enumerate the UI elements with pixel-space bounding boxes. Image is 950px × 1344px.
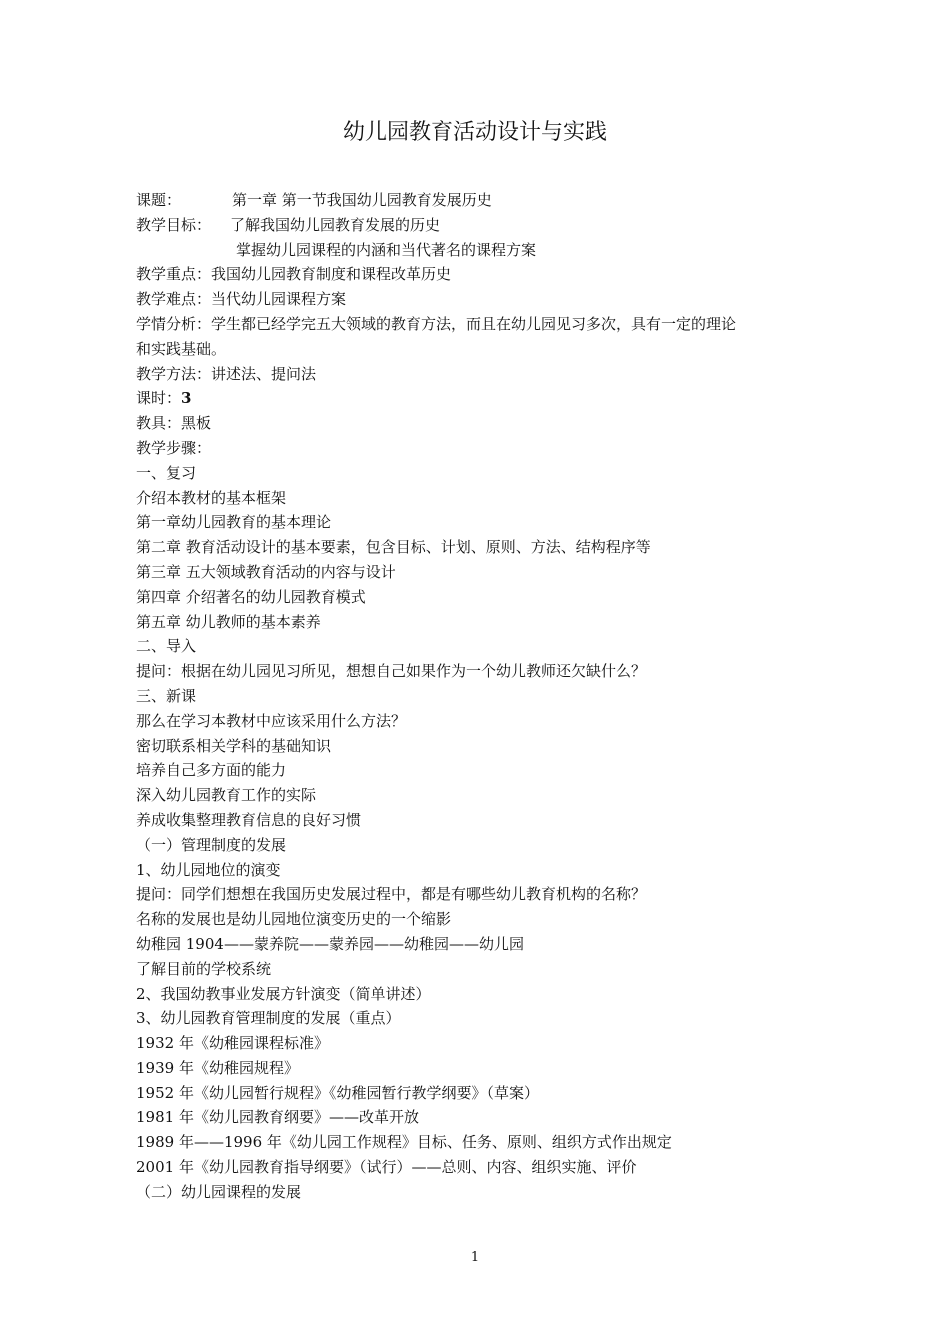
body-line: 2001 年《幼儿园教育指导纲要》（试行）——总则、内容、组织实施、评价 — [136, 1158, 637, 1177]
body-line: 三、新课 — [136, 686, 197, 705]
body-line: （一）管理制度的发展 — [136, 835, 287, 854]
hours-value: 3 — [181, 389, 192, 408]
body-line: 幼稚园 1904——蒙养院——蒙养园——幼稚园——幼儿园 — [136, 934, 524, 953]
difficulty-line: 教学难点：当代幼儿园课程方案 — [136, 290, 347, 309]
body-line: 名称的发展也是幼儿园地位演变历史的一个缩影 — [136, 910, 452, 929]
body-line: 密切联系相关学科的基础知识 — [136, 736, 332, 755]
body-line: 第五章 幼儿教师的基本素养 — [136, 612, 321, 631]
analysis-line-2: 和实践基础。 — [136, 339, 227, 358]
topic-label: 课题： — [136, 191, 182, 209]
body-line: 1939 年《幼稚园规程》 — [136, 1058, 299, 1077]
body-line: 那么在学习本教材中应该采用什么方法？ — [136, 711, 407, 730]
hours-label: 课时： — [136, 389, 182, 408]
body-line: 2、我国幼教事业发展方针演变（简单讲述） — [136, 984, 431, 1003]
hours-line — [136, 386, 836, 411]
goal-line-2: 掌握幼儿园课程的内涵和当代著名的课程方案 — [236, 240, 537, 259]
body-line: 培养自己多方面的能力 — [136, 761, 287, 780]
body-line: 提问：根据在幼儿园见习所见，想想自己如果作为一个幼儿教师还欠缺什么？ — [136, 662, 647, 681]
body-line: 第三章 五大领域教育活动的内容与设计 — [136, 562, 396, 581]
body-line: 1989 年——1996 年《幼儿园工作规程》目标、任务、原则、组织方式作出规定 — [136, 1133, 672, 1152]
goal-line-1 — [136, 213, 836, 238]
topic-value: 第一章 第一节我国幼儿园教育发展历史 — [232, 191, 492, 209]
body-line: 3、幼儿园教育管理制度的发展（重点） — [136, 1009, 401, 1028]
body-line: 一、复习 — [136, 463, 197, 482]
body-line: 二、导入 — [136, 637, 197, 656]
body-line: 深入幼儿园教育工作的实际 — [136, 786, 317, 805]
key-point-line: 教学重点：我国幼儿园教育制度和课程改革历史 — [136, 265, 452, 284]
body-line: 提问：同学们想想在我国历史发展过程中，都是有哪些幼儿教育机构的名称？ — [136, 885, 647, 904]
body-line: 1、幼儿园地位的演变 — [136, 860, 281, 879]
topic-line — [136, 188, 836, 213]
page-number: 1 — [470, 1250, 480, 1265]
goal-1: 了解我国幼儿园教育发展的历史 — [230, 215, 441, 234]
body-line: 第一章幼儿园教育的基本理论 — [136, 513, 332, 532]
body-line: 第四章 介绍著名的幼儿园教育模式 — [136, 587, 366, 606]
steps-line: 教学步骤： — [136, 438, 212, 457]
method-line: 教学方法：讲述法、提问法 — [136, 364, 317, 383]
body-line: 介绍本教材的基本框架 — [136, 488, 287, 507]
body-line: 1952 年《幼儿园暂行规程》《幼稚园暂行教学纲要》（草案） — [136, 1083, 539, 1102]
body-line: 1981 年《幼儿园教育纲要》——改革开放 — [136, 1108, 419, 1127]
body-line: 养成收集整理教育信息的良好习惯 — [136, 810, 362, 829]
goal-label: 教学目标： — [136, 215, 212, 234]
body-line: （二）幼儿园课程的发展 — [136, 1182, 302, 1201]
body-line: 1932 年《幼稚园课程标准》 — [136, 1034, 329, 1053]
document-title: 幼儿园教育活动设计与实践 — [342, 120, 607, 145]
body-line: 了解目前的学校系统 — [136, 959, 272, 978]
document-body — [136, 188, 836, 1205]
analysis-line-1: 学情分析：学生都已经学完五大领域的教育方法，而且在幼儿园见习多次，具有一定的理论 — [136, 314, 737, 333]
tools-line: 教具：黑板 — [136, 414, 212, 433]
body-line: 第二章 教育活动设计的基本要素，包含目标、计划、原则、方法、结构程序等 — [136, 538, 651, 557]
